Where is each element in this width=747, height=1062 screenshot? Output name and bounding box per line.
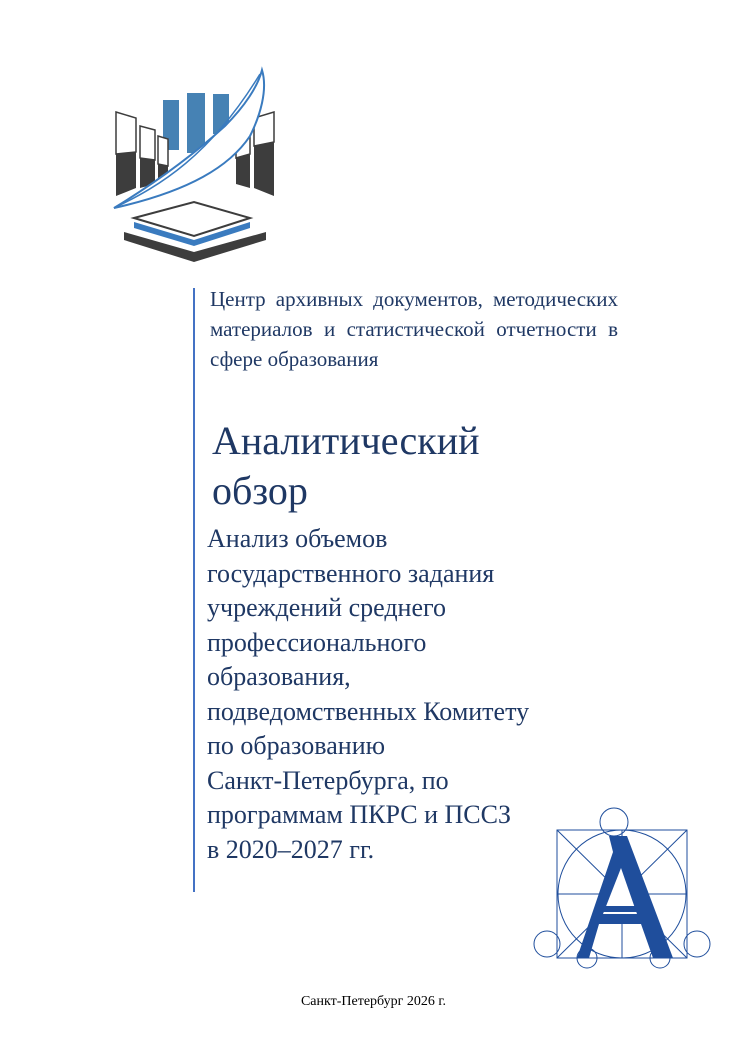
subtitle-line: в 2020–2027 гг. [207,834,375,864]
subtitle-line: подведомственных Комитету [207,696,530,726]
organization-logo [110,66,280,262]
title-line: обзор [212,468,308,513]
footer-place-year: Санкт-Петербург 2026 г. [300,994,447,1009]
accent-vertical-line [193,288,195,892]
organization-name: Центр архивных документов, методических материалов и статистической отчетности в сфере образования [210,287,618,371]
subtitle-line: программам ПКРС и ПССЗ [207,800,511,829]
subtitle-line: Анализ объемов [207,524,388,553]
title-line: Аналитический [212,418,480,463]
letter-a-emblem [527,800,717,970]
subtitle-line: государственного задания [207,558,495,588]
subtitle-line: учреждений среднего [207,593,447,622]
subtitle-line: по образованию [207,731,386,760]
subtitle-line: профессионального [207,627,427,657]
subtitle-line: образования, [207,662,351,691]
document-title [212,416,480,516]
subtitle-line: Санкт-Петербурга, по [207,765,449,795]
